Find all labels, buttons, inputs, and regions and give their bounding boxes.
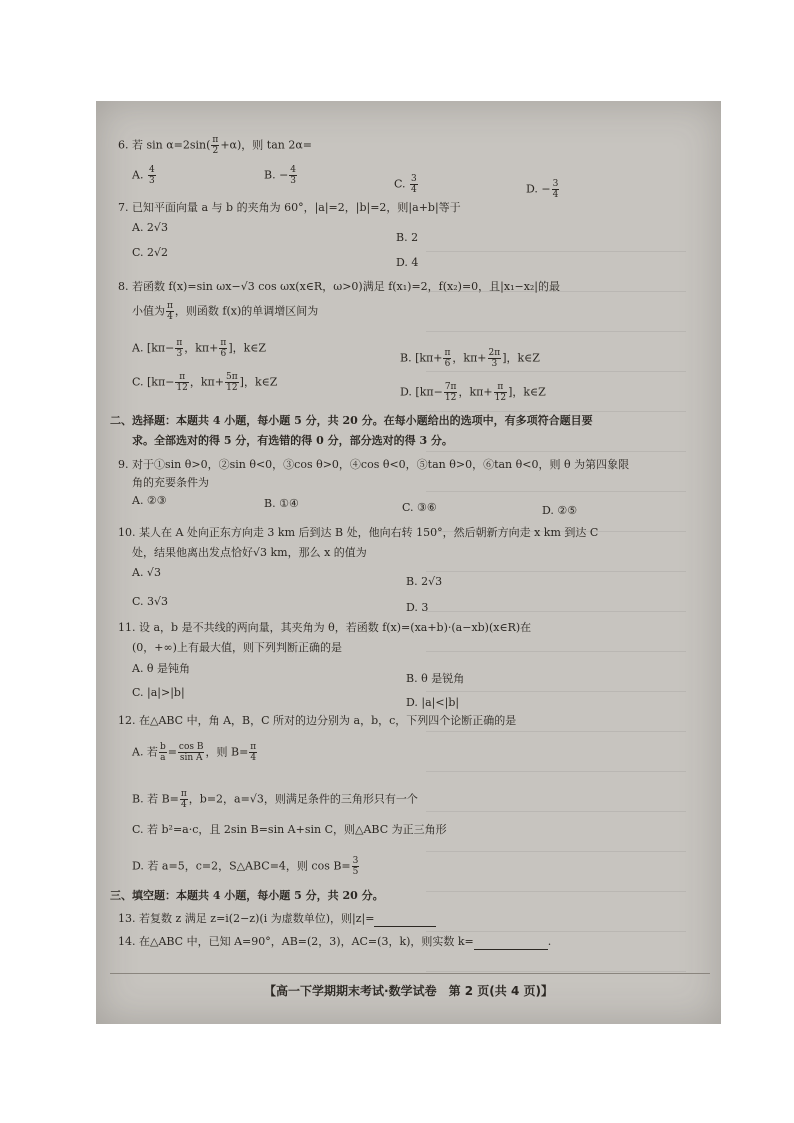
q11-option-a: A. θ 是钝角 xyxy=(132,662,191,675)
q11-option-c: C. |a|>|b| xyxy=(132,686,185,699)
q10-option-b: B. 2√3 xyxy=(406,575,443,588)
section-2-heading-cont: 求。全部选对的得 5 分，有选错的得 0 分，部分选对的得 3 分。 xyxy=(132,434,453,447)
q10-stem-line2: 处，结果他离出发点恰好√3 km，那么 x 的值为 xyxy=(132,546,367,559)
q12-option-d: D. 若 a=5，c=2，S△ABC=4，则 cos B= $\frac{3}{5}$ xyxy=(132,856,359,877)
q7-option-c: C. 2√2 xyxy=(132,246,169,259)
q12-option-a: A. 若 $\frac{b}{a}$ = $\frac{\text{cos B}}{\text{sin A}}$ ，则 B= $\frac{\pi}{4}$ xyxy=(132,742,257,763)
q9-stem-line2: 角的充要条件为 xyxy=(132,476,209,489)
q8-option-d: D. [kπ− $\frac{7\pi}{12}$ ，kπ+ $\frac{\pi}{12}$ ]，k∈Z xyxy=(400,382,546,403)
q7-stem: 7. 已知平面向量 a 与 b 的夹角为 60°，|a|=2，|b|=2，则|a+b|等于 xyxy=(118,201,461,214)
page-footer: 【高一下学期期末考试·数学试卷 第 2 页(共 4 页)】 xyxy=(264,984,553,998)
footer-divider xyxy=(110,973,710,974)
q6-option-a: A. $\frac{4}{3}$ xyxy=(132,165,155,186)
q11-option-b: B. θ 是锐角 xyxy=(406,672,465,685)
q7-option-a: A. 2√3 xyxy=(132,221,168,234)
q8-option-c: C. [kπ− $\frac{\pi}{12}$ ，kπ+ $\frac{5\pi}{12}$ ]，k∈Z xyxy=(132,372,278,393)
q9-option-c: C. ③⑥ xyxy=(402,501,437,514)
q14-answer-blank xyxy=(474,935,548,950)
q8-stem-line1: 8. 若函数 f(x)=sin ωx−√3 cos ωx(x∈R，ω>0)满足 f(x₁)=2，f(x₂)=0，且|x₁−x₂|的最 xyxy=(118,280,561,293)
q10-option-d: D. 3 xyxy=(406,601,429,614)
q6-option-b: B. − $\frac{4}{3}$ xyxy=(264,165,297,186)
q13-answer-blank xyxy=(374,912,436,927)
section-2-heading: 二、选择题：本题共 4 小题，每小题 5 分，共 20 分。在每小题给出的选项中，有多项符合题目要 xyxy=(110,414,593,427)
q13-stem: 13. 若复数 z 满足 z=i(2−z)(i 为虚数单位)，则|z|= xyxy=(118,912,436,927)
q11-option-d: D. |a|<|b| xyxy=(406,696,460,709)
q12-option-c: C. 若 b²=a·c，且 2sin B=sin A+sin C，则△ABC 为正三角形 xyxy=(132,823,447,836)
q10-option-c: C. 3√3 xyxy=(132,595,169,608)
q8-option-b: B. [kπ+ $\frac{\pi}{6}$ ，kπ+ $\frac{2\pi}{3}$ ]，k∈Z xyxy=(400,348,540,369)
q9-option-d: D. ②⑤ xyxy=(542,504,578,517)
q8-stem-line2: 小值为 $\frac{\pi}{4}$ ，则函数 f(x)的单调增区间为 xyxy=(132,301,319,322)
q7-option-b: B. 2 xyxy=(396,231,419,244)
q12-option-b: B. 若 B= $\frac{\pi}{4}$ ，b=2，a=√3，则满足条件的三角形只有一个 xyxy=(132,789,418,810)
exam-page xyxy=(96,101,721,1024)
q11-stem-line2: (0，+∞)上有最大值，则下列判断正确的是 xyxy=(132,641,342,654)
section-3-heading: 三、填空题：本题共 4 小题，每小题 5 分，共 20 分。 xyxy=(110,889,384,902)
bleed-through-texture xyxy=(426,231,686,991)
q9-stem-line1: 9. 对于①sin θ>0，②sin θ<0，③cos θ>0，④cos θ<0，⑤tan θ>0，⑥tan θ<0，则 θ 为第四象限 xyxy=(118,458,630,471)
q6-option-c: C. $\frac{3}{4}$ xyxy=(394,174,417,195)
q9-option-a: A. ②③ xyxy=(132,494,167,507)
q9-option-b: B. ①④ xyxy=(264,497,299,510)
q12-stem: 12. 在△ABC 中，角 A，B，C 所对的边分别为 a，b，c，下列四个论断正确的是 xyxy=(118,714,517,727)
q7-option-d: D. 4 xyxy=(396,256,419,269)
q8-option-a: A. [kπ− $\frac{\pi}{3}$ ，kπ+ $\frac{\pi}{6}$ ]，k∈Z xyxy=(132,338,267,359)
q10-stem-line1: 10. 某人在 A 处向正东方向走 3 km 后到达 B 处，他向右转 150°，然后朝新方向走 x km 到达 C xyxy=(118,526,599,539)
q6-option-d: D. − $\frac{3}{4}$ xyxy=(526,179,559,200)
q11-stem-line1: 11. 设 a，b 是不共线的两向量，其夹角为 θ，若函数 f(x)=(xa+b)·(a−xb)(x∈R)在 xyxy=(118,621,532,634)
q6-stem: 6. 若 sin α=2sin( $\frac{\pi}{2}$ +α)，则 tan 2α= xyxy=(118,135,312,156)
q10-option-a: A. √3 xyxy=(132,566,161,579)
q14-stem: 14. 在△ABC 中，已知 A=90°，AB=(2，3)，AC=(3，k)，则实数 k= . xyxy=(118,935,552,948)
